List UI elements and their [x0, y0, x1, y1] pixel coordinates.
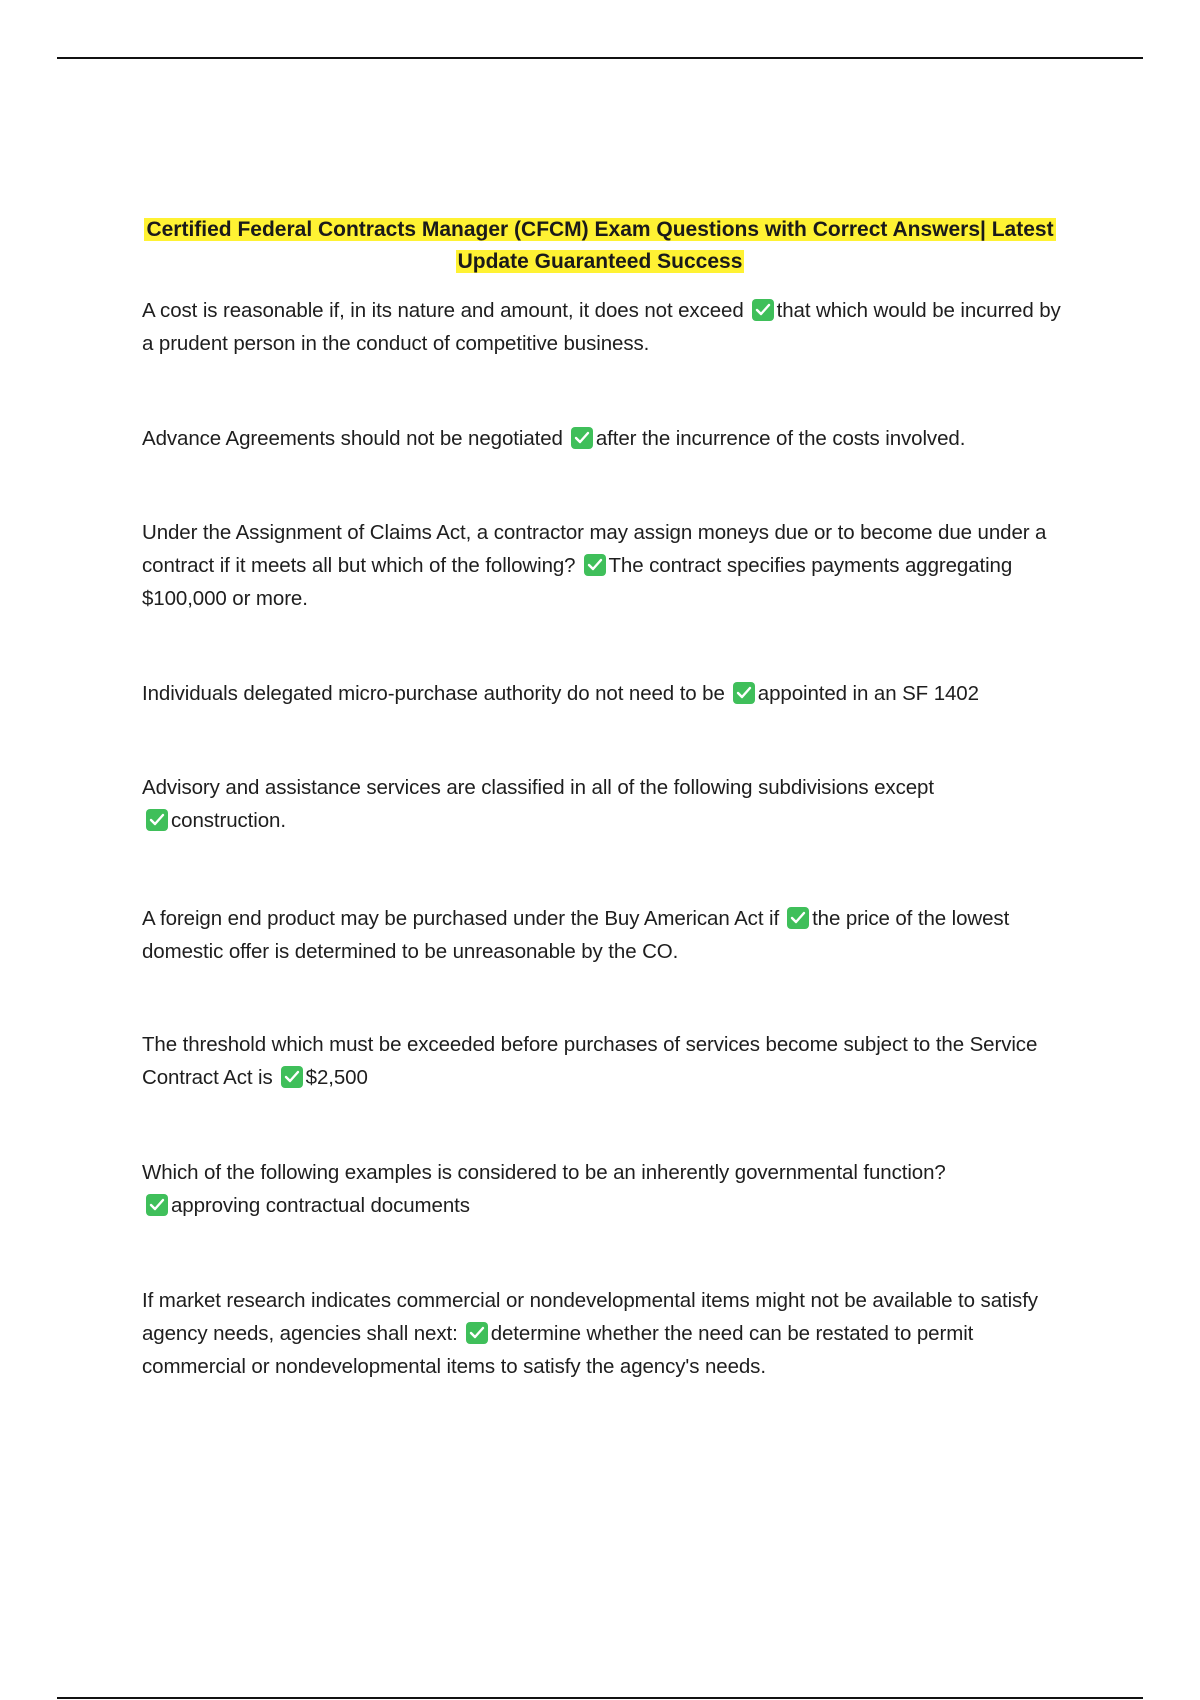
answer-text: determine whether the need can be restated to permit commercial or nondevelopmental items to satisfy the agency's needs.	[142, 1322, 974, 1378]
check-mark-icon	[281, 1066, 303, 1088]
answer-text: appointed in an SF 1402	[757, 682, 979, 705]
question-text: A cost is reasonable if, in its nature and amount, it does not exceed	[142, 299, 744, 322]
question-text: A foreign end product may be purchased under the Buy American Act if	[142, 907, 780, 930]
question-text: Under the Assignment of Claims Act, a contractor may assign moneys due or to become due under a contract if it meets all but which of the following?	[142, 521, 1047, 577]
check-mark-icon	[466, 1322, 488, 1344]
question-text: The threshold which must be exceeded before purchases of services become subject to the Service Contract Act is	[142, 1033, 1038, 1089]
answer-text: that which would be incurred by a prudent person in the conduct of competitive business.	[142, 299, 1061, 355]
check-mark-icon	[752, 299, 774, 321]
answer-text: approving contractual documents	[171, 1194, 470, 1217]
answer-text: The contract specifies payments aggregating $100,000 or more.	[142, 554, 1013, 610]
document-title	[142, 214, 1058, 278]
answer-text: the price of the lowest domestic offer is determined to be unreasonable by the CO.	[142, 907, 1010, 963]
answer-text: $2,500	[305, 1066, 368, 1089]
question-text: Which of the following examples is considered to be an inherently governmental function?	[142, 1161, 946, 1184]
qa-item	[142, 1028, 1062, 1094]
title-line-2: Update Guaranteed Success	[457, 250, 743, 273]
check-mark-icon	[733, 682, 755, 704]
qa-item	[142, 1156, 1062, 1222]
question-text: Advisory and assistance services are classified in all of the following subdivisions except	[142, 776, 934, 799]
question-text: If market research indicates commercial or nondevelopmental items might not be available to satisfy agency needs, agencies shall next:	[142, 1289, 1038, 1345]
qa-item	[142, 294, 1062, 360]
footer-rule	[57, 1697, 1143, 1699]
question-text: Individuals delegated micro-purchase authority do not need to be	[142, 682, 725, 705]
title-line-1: Certified Federal Contracts Manager (CFCM) Exam Questions with Correct Answers| Latest	[146, 218, 1054, 241]
check-mark-icon	[146, 1194, 168, 1216]
check-mark-icon	[146, 809, 168, 831]
answer-text: after the incurrence of the costs involved.	[595, 427, 966, 450]
qa-item	[142, 422, 1062, 455]
qa-item	[142, 902, 1062, 968]
check-mark-icon	[787, 907, 809, 929]
qa-item	[142, 771, 1062, 837]
question-text: Advance Agreements should not be negotiated	[142, 427, 563, 450]
qa-item	[142, 516, 1062, 615]
answer-text: construction.	[171, 809, 286, 832]
qa-item	[142, 1284, 1062, 1383]
header-rule	[57, 57, 1143, 59]
qa-item	[142, 677, 1062, 710]
check-mark-icon	[584, 554, 606, 576]
check-mark-icon	[571, 427, 593, 449]
